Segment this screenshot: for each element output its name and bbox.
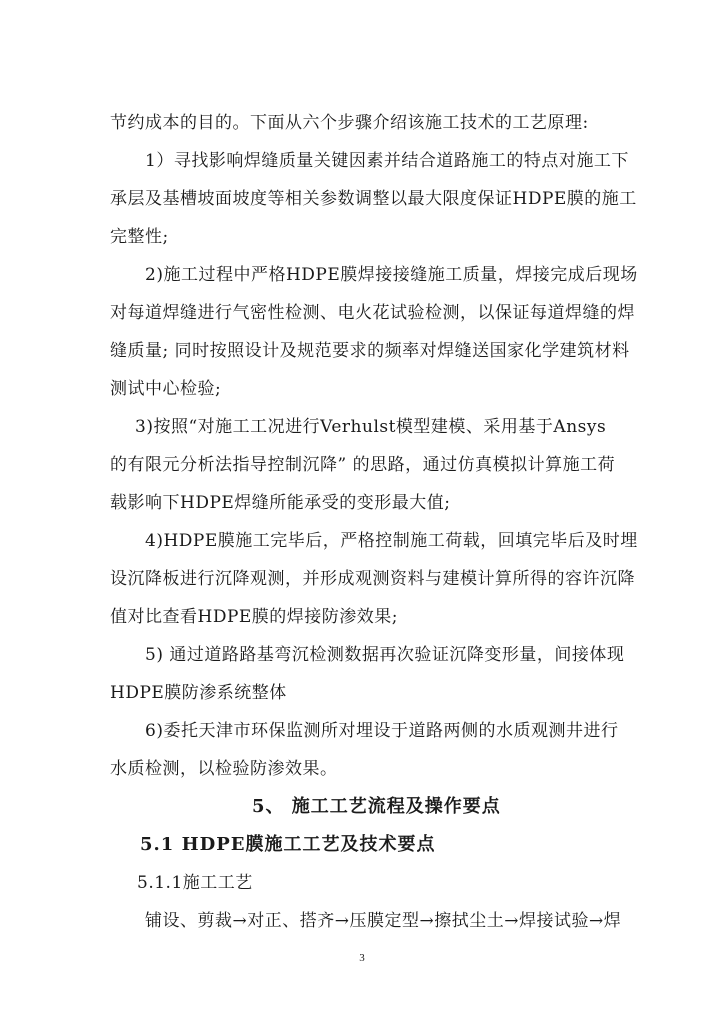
paragraph-line: 对每道焊缝进行气密性检测、电火花试验检测，以保证每道焊缝的焊 [110,303,635,323]
subsubsection-heading: 5.1.1施工工艺 [137,873,253,893]
paragraph-line: 1）寻找影响焊缝质量关键因素并结合道路施工的特点对施工下 [145,151,629,171]
paragraph-line: 测试中心检验; [110,379,222,399]
subsection-heading: 5.1 HDPE膜施工工艺及技术要点 [140,834,436,855]
paragraph-line: 缝质量; 同时按照设计及规范要求的频率对焊缝送国家化学建筑材料 [110,341,630,361]
paragraph-line: HDPE膜防渗系统整体 [110,683,287,703]
paragraph-line: 承层及基槽坡面坡度等相关参数调整以最大限度保证HDPE膜的施工 [110,189,637,209]
paragraph-line: 2)施工过程中严格HDPE膜焊接接缝施工质量，焊接完成后现场 [145,265,638,285]
paragraph-line: 完整性; [110,227,169,247]
section-heading: 5、 施工工艺流程及操作要点 [252,796,501,817]
paragraph-line: 水质检测，以检验防渗效果。 [110,759,338,779]
paragraph-line: 值对比查看HDPE膜的焊接防渗效果; [110,607,399,627]
paragraph-line: 4)HDPE膜施工完毕后，严格控制施工荷载，回填完毕后及时埋 [145,531,638,551]
paragraph-line: 的有限元分析法指导控制沉降” 的思路，通过仿真模拟计算施工荷 [110,455,616,475]
page-number: 3 [359,952,365,964]
paragraph-line: 节约成本的目的。下面从六个步骤介绍该施工技术的工艺原理: [110,113,589,133]
paragraph-line: 设沉降板进行沉降观测，并形成观测资料与建模计算所得的容许沉降 [110,569,635,589]
paragraph-line: 5) 通过道路路基弯沉检测数据再次验证沉降变形量，间接体现 [145,645,625,665]
paragraph-line: 6)委托天津市环保监测所对埋设于道路两侧的水质观测井进行 [145,721,619,741]
paragraph-line: 载影响下HDPE焊缝所能承受的变形最大值; [110,493,451,513]
paragraph-line: 铺设、剪裁→对正、搭齐→压膜定型→擦拭尘土→焊接试验→焊 [145,911,622,931]
paragraph-line: 3)按照“对施工工况进行Verhulst模型建模、采用基于Ansys [135,417,607,437]
